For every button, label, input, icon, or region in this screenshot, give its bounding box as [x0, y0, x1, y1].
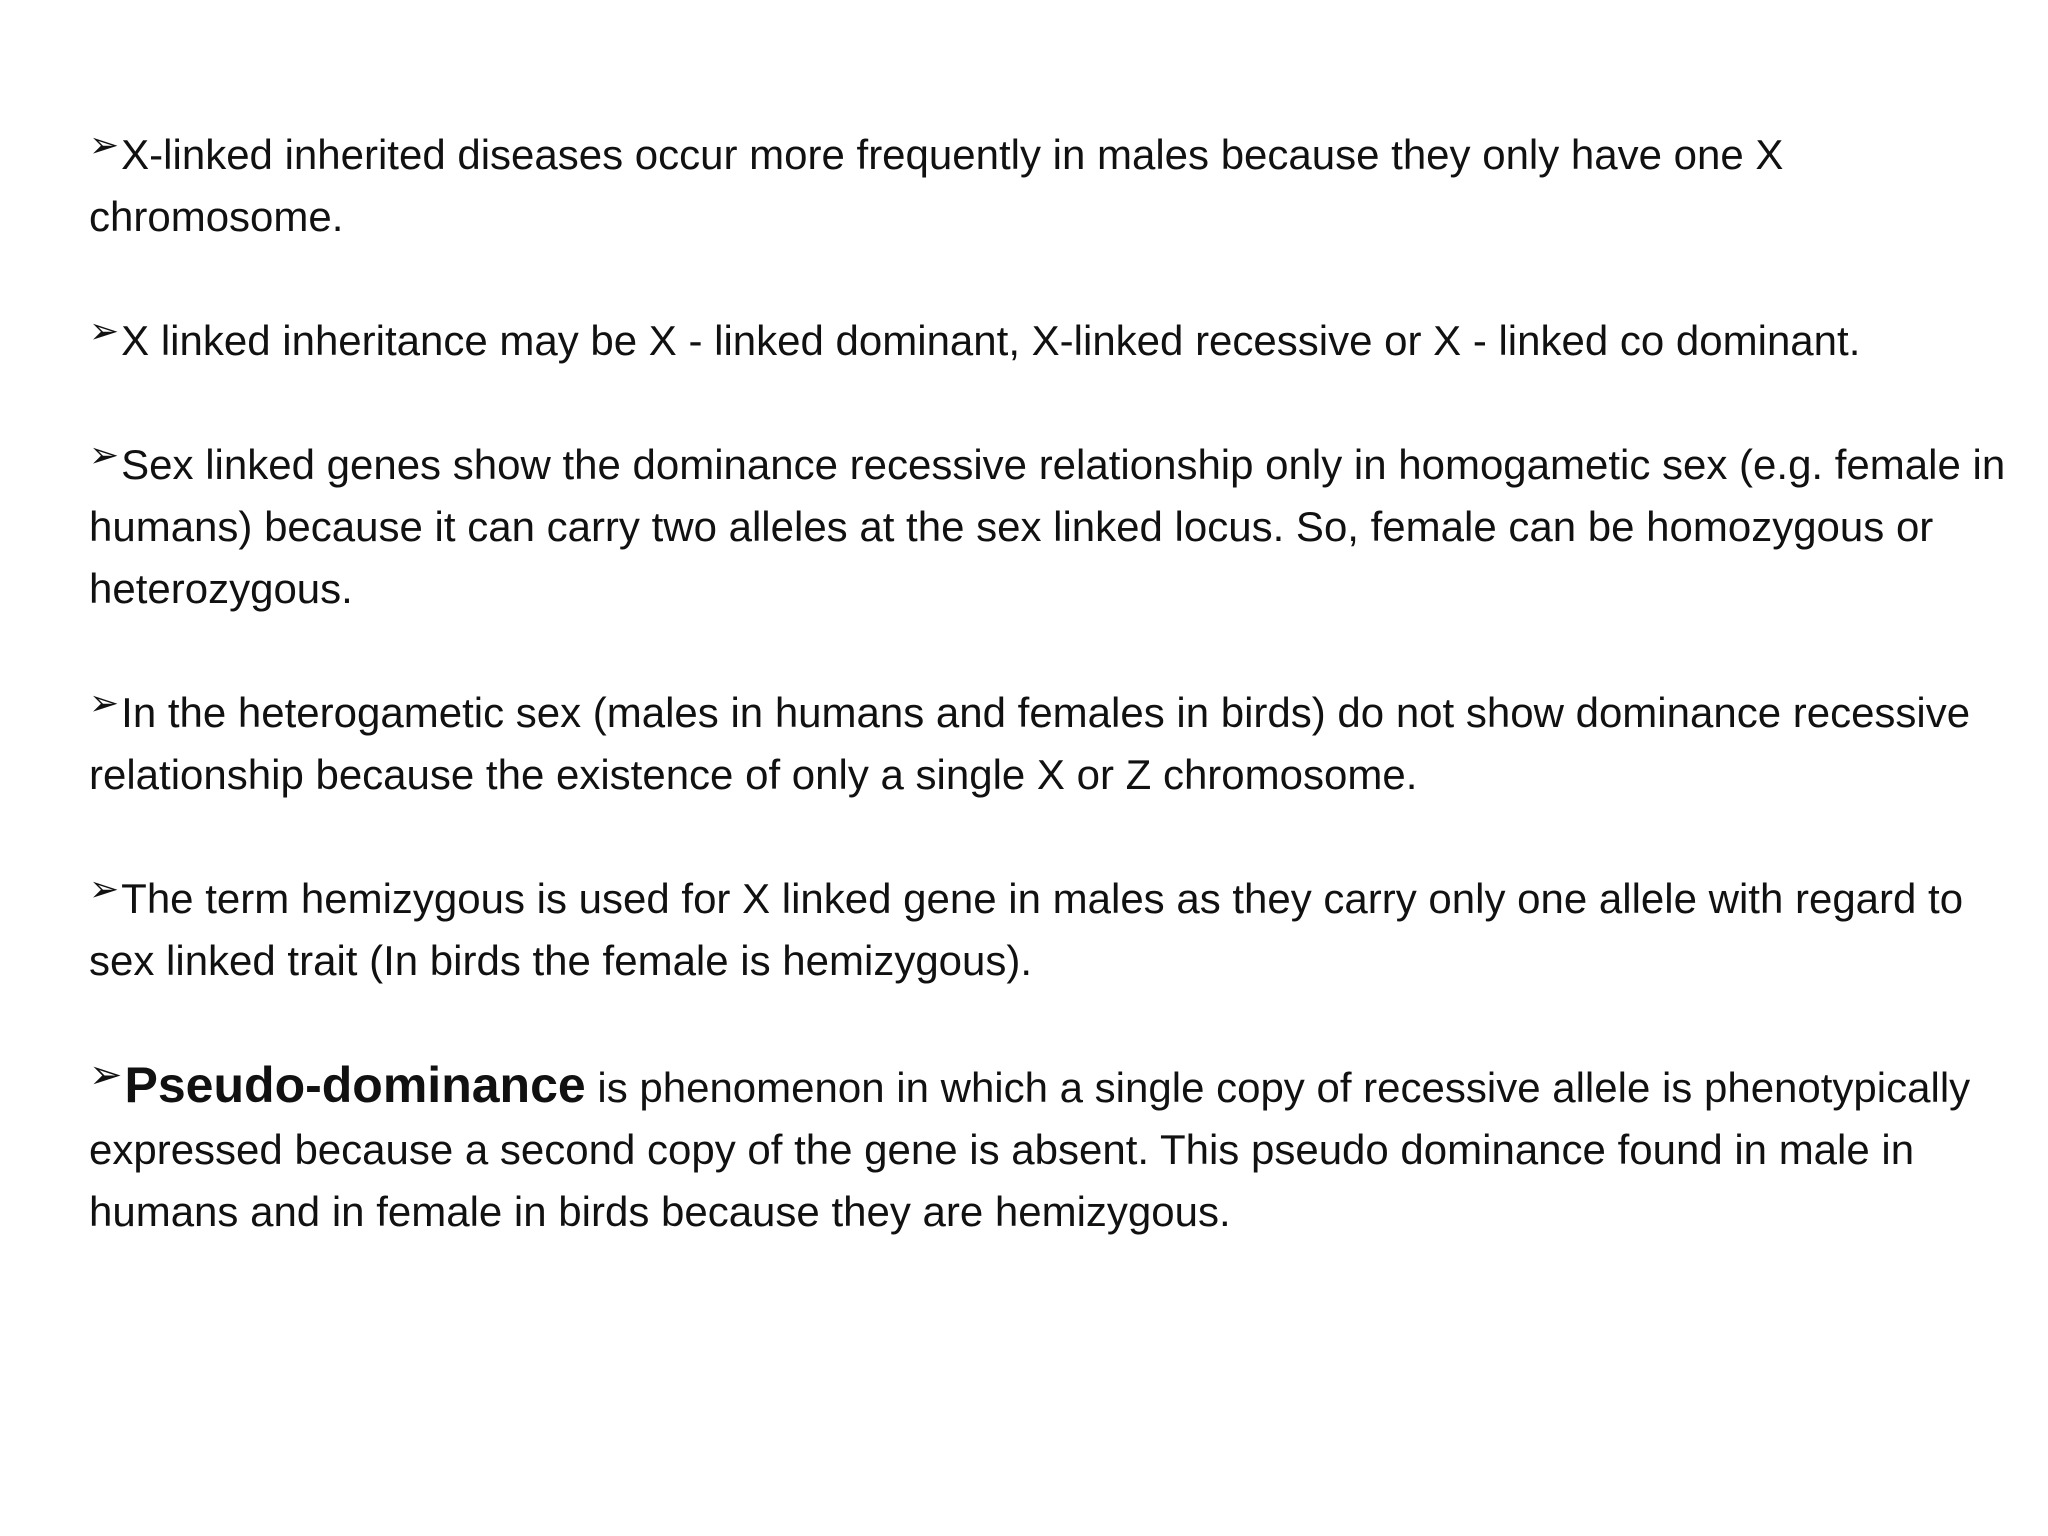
- bullet-text: In the heterogametic sex (males in humans and females in birds) do not show dominance recessive relationship because the existence of only a single X or Z chromosome.: [89, 689, 1971, 798]
- bullet-pseudo-dominance: [89, 1054, 2009, 1243]
- bullet-text: Sex linked genes show the dominance recessive relationship only in homogametic sex (e.g. female in humans) because it can carry two alleles at the sex linked locus. So, female can be homozygous or heterozygous.: [89, 441, 2006, 612]
- arrow-bullet-icon: ➢: [89, 124, 120, 165]
- bullet-text: The term hemizygous is used for X linked gene in males as they carry only one allele with regard to sex linked trait (In birds the female is hemizygous).: [89, 875, 1964, 984]
- slide-content: [89, 124, 2009, 1243]
- bullet-homogametic-sex: [89, 434, 2009, 620]
- bullet-x-linked-frequency: [89, 124, 2009, 248]
- bullet-text: X linked inheritance may be X - linked dominant, X-linked recessive or X - linked co dominant.: [121, 317, 1861, 364]
- bullet-x-linked-types: [89, 310, 2009, 372]
- arrow-bullet-icon: ➢: [89, 434, 120, 475]
- bullet-hemizygous: [89, 868, 2009, 992]
- pseudo-dominance-term: Pseudo-dominance: [124, 1057, 586, 1113]
- bullet-text: X-linked inherited diseases occur more frequently in males because they only have one X chromosome.: [89, 131, 1784, 240]
- arrow-bullet-icon: ➢: [89, 310, 120, 351]
- arrow-bullet-icon: ➢: [89, 682, 120, 723]
- bullet-heterogametic-sex: [89, 682, 2009, 806]
- bullet-text: is phenomenon in which a single copy of recessive allele is phenotypically expressed because a second copy of the gene is absent. This pseudo dominance found in male in humans and in female in birds because they are hemizygous.: [89, 1064, 1971, 1235]
- arrow-bullet-icon: ➢: [89, 868, 120, 909]
- arrow-bullet-icon: ➢: [89, 1053, 123, 1097]
